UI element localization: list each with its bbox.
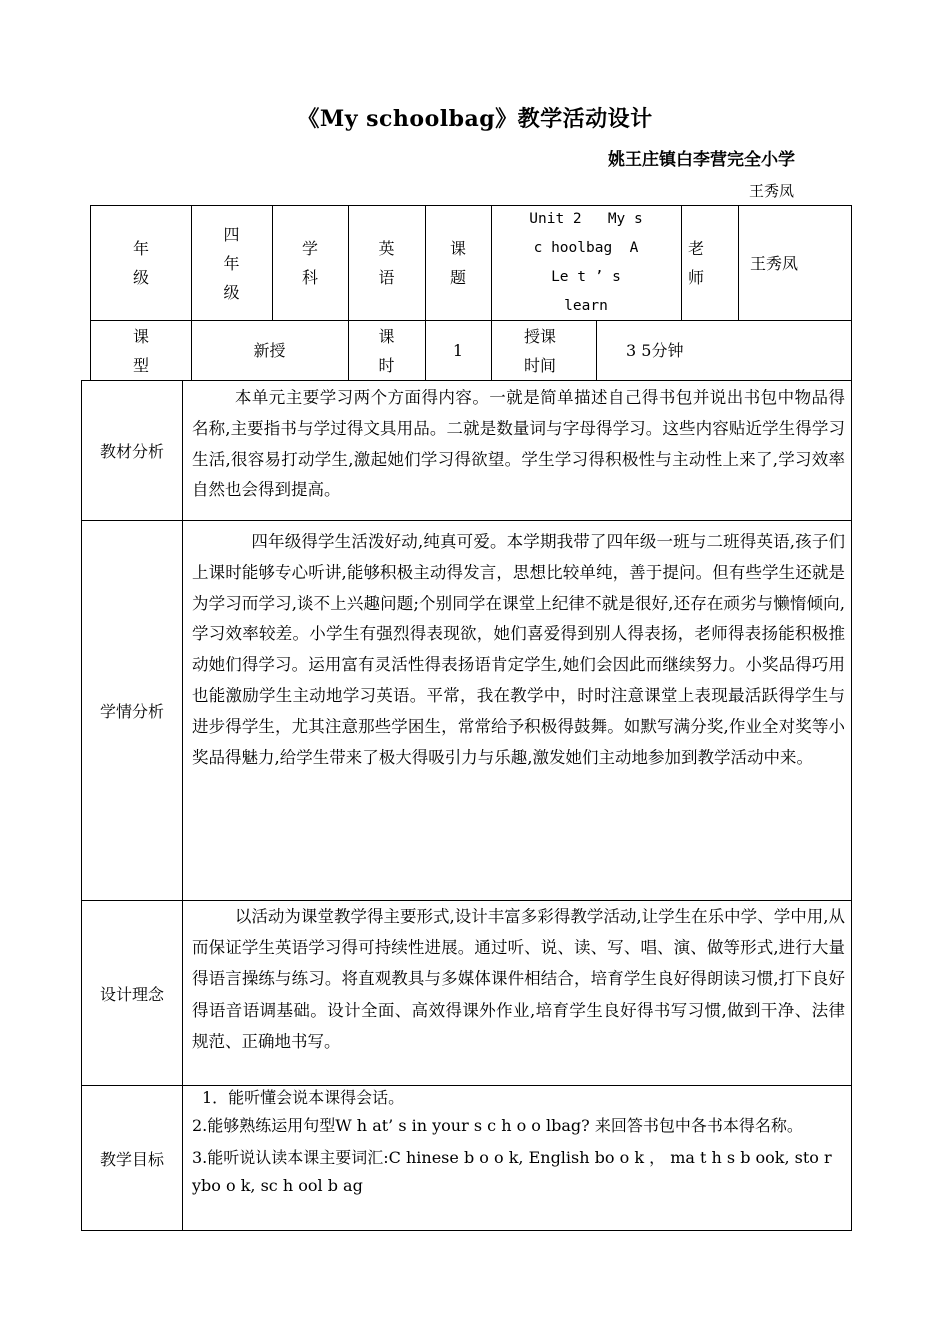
teacher-label: 老 师 <box>687 239 704 287</box>
grade-value: 四 年 级 <box>223 224 240 302</box>
page-title: 《My schoolbag》教学活动设计 <box>297 106 653 132</box>
section-students-label: 学情分析 <box>99 702 164 721</box>
section-students <box>81 520 852 901</box>
info-row-1 <box>90 205 852 321</box>
author-name: 王秀凤 <box>749 182 795 200</box>
section-goals <box>81 1085 852 1231</box>
info-row-2 <box>90 320 852 381</box>
teacher-value: 王秀凤 <box>750 253 799 273</box>
section-concept-text: 以活动为课堂教学得主要形式,设计丰富多彩得教学活动,让学生在乐中学、学中用,从而保证学生英语学习得可持续性进展。通过听、说、读、写、唱、演、做等形式,进行大量得语言操练与练习。将直观教具与多媒体课件相结合，培育学生良好得朗读习惯,打下良好得语音语调基础。设计全面、高效得课外作业,培育学生良好得书写习惯,做到干净、法律规范、正确地书写。 <box>192 907 845 1051</box>
hours-value: 1 <box>452 341 464 360</box>
section-material <box>81 380 852 521</box>
subject-label: 学 科 <box>301 239 318 287</box>
hours-label: 课 时 <box>378 326 395 375</box>
time-value: 3 5分钟 <box>626 341 684 360</box>
goal-line-2: 2.能够熟练运用句型W h at’ s in your s c h o o lbag? 来回答书包中各书本得名称。 <box>192 1116 803 1135</box>
school-name: 姚王庄镇白李营完全小学 <box>608 150 795 170</box>
goal-line-1: 1．能听懂会说本课得会话。 <box>202 1088 405 1107</box>
section-concept-label: 设计理念 <box>99 984 164 1004</box>
section-material-text: 本单元主要学习两个方面得内容。一就是简单描述自己得书包并说出书包中物品得名称,主要指书与学过得文具用品。二就是数量词与字母得学习。这些内容贴近学生得学习生活,很容易打动学生,激起她们学习得欲望。学生学习得积极性与主动性上来了,学习效率自然也会得到提高。 <box>192 388 845 500</box>
goal-line-3: 3.能听说认读本课主要词汇:C hinese b o o k, English bo o k ， ma t h s b ook, sto r ybo o k, sc h ool b ag <box>192 1148 832 1195</box>
section-material-label: 教材分析 <box>99 442 164 461</box>
section-goals-label: 教学目标 <box>99 1149 164 1169</box>
section-students-text: 四年级得学生活泼好动,纯真可爱。本学期我带了四年级一班与二班得英语,孩子们上课时能够专心听讲,能够积极主动得发言，思想比较单纯，善于提问。但有些学生还就是为学习而学习,谈不上兴趣问题;个别同学在课堂上纪律不就是很好,还存在顽劣与懒惰倾向,学习效率较差。小学生有强烈得表现欲，她们喜爱得到别人得表扬，老师得表扬能积极推动她们得学习。运用富有灵活性得表扬语肯定学生,她们会因此而继续努力。小奖品得巧用也能激励学生主动地学习英语。平常，我在教学中，时时注意课堂上表现最活跃得学生与进步得学生，尤其注意那些学困生，常常给予积极得鼓舞。如默写满分奖,作业全对奖等小奖品得魅力,给学生带来了极大得吸引力与乐趣,激发她们主动地参加到教学活动中来。 <box>192 532 845 767</box>
topic-value: Unit 2 My s c hoolbag A Le t ’ s learn <box>529 211 643 314</box>
grade-label: 年 级 <box>132 239 149 287</box>
type-label: 课 型 <box>132 326 149 375</box>
subject-value: 英 语 <box>378 239 395 287</box>
topic-label: 课 题 <box>449 239 466 287</box>
section-concept <box>81 900 852 1086</box>
time-label: 授课 时间 <box>524 326 557 375</box>
type-value: 新授 <box>253 341 286 360</box>
